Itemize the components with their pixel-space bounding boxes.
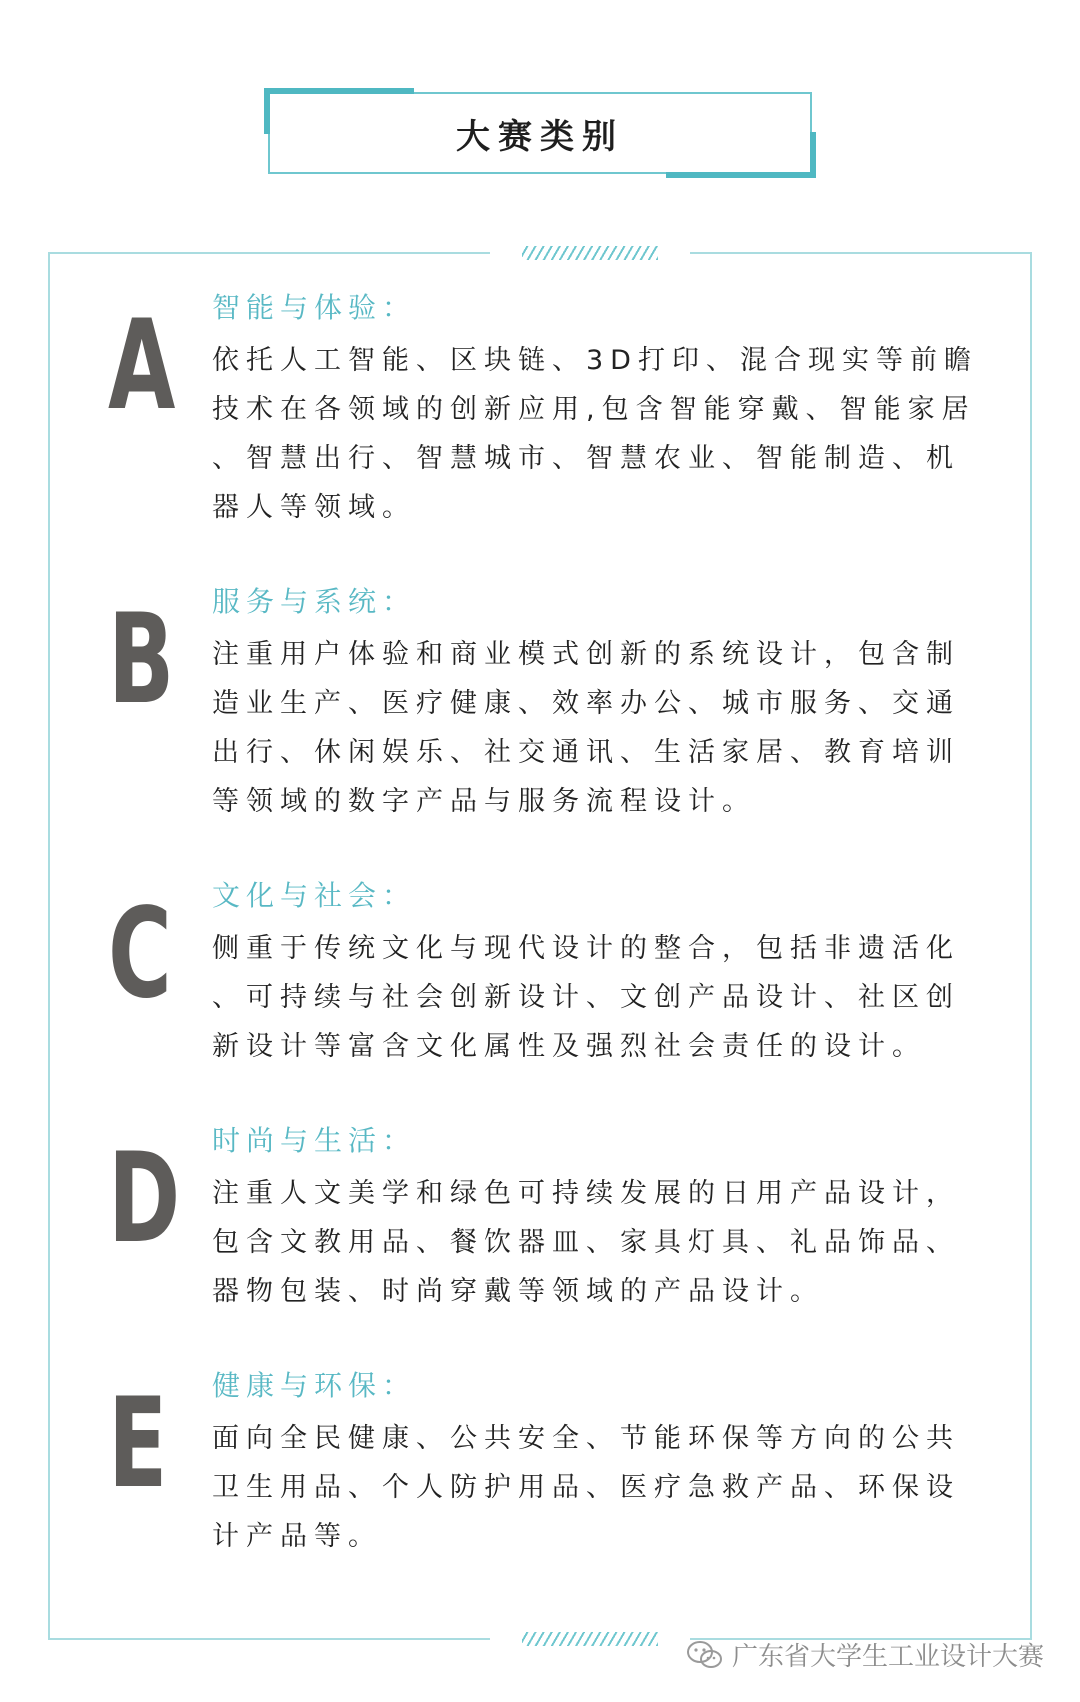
- description-line: 计产品等。: [212, 1521, 382, 1552]
- category-title: 智能与体验：: [212, 291, 417, 324]
- description-line: 注重人文美学和绿色可持续发展的日用产品设计，: [212, 1178, 960, 1209]
- description-line: 卫生用品、个人防护用品、医疗急救产品、环保设: [212, 1472, 960, 1503]
- hatch-ornament-top: [522, 246, 658, 260]
- corner-accent: [810, 132, 816, 178]
- description-line: 侧重于传统文化与现代设计的整合，包括非遗活化: [212, 933, 960, 964]
- category-letter: D: [108, 1127, 181, 1271]
- description-line: 器物包装、时尚穿戴等领域的产品设计。: [212, 1276, 824, 1307]
- category-description: [212, 1414, 992, 1561]
- description-line: 造业生产、医疗健康、效率办公、城市服务、交通: [212, 688, 960, 719]
- category-letter: C: [108, 882, 172, 1026]
- description-line: 面向全民健康、公共安全、节能环保等方向的公共: [212, 1423, 960, 1454]
- description-line: 、可持续与社会创新设计、文创产品设计、社区创: [212, 982, 960, 1013]
- description-line: 依托人工智能、区块链、3D打印、混合现实等前瞻: [212, 345, 978, 376]
- description-line: 技术在各领域的创新应用,包含智能穿戴、智能家居: [212, 394, 976, 425]
- wechat-icon: [686, 1640, 724, 1670]
- category-title: 健康与环保：: [212, 1369, 417, 1402]
- category-description: [212, 924, 992, 1071]
- hatch-ornament-bottom: [522, 1632, 658, 1646]
- category-letter: B: [108, 588, 175, 732]
- corner-accent: [666, 172, 816, 178]
- category-title: 服务与系统：: [212, 585, 417, 618]
- category-description: [212, 630, 992, 826]
- category-letter: E: [108, 1372, 168, 1516]
- watermark-text: 广东省大学生工业设计大赛: [731, 1642, 1044, 1672]
- category-description: [212, 1169, 992, 1316]
- description-line: 包含文教用品、餐饮器皿、家具灯具、礼品饰品、: [212, 1227, 960, 1258]
- description-line: 、智慧出行、智慧城市、智慧农业、智能制造、机: [212, 443, 960, 474]
- title-box: [268, 92, 812, 174]
- description-line: 注重用户体验和商业模式创新的系统设计，包含制: [212, 639, 960, 670]
- description-line: 新设计等富含文化属性及强烈社会责任的设计。: [212, 1031, 926, 1062]
- category-title: 文化与社会：: [212, 879, 417, 912]
- description-line: 出行、休闲娱乐、社交通讯、生活家居、教育培训: [212, 737, 960, 768]
- category-title: 时尚与生活：: [212, 1124, 417, 1157]
- category-letter: A: [108, 294, 176, 438]
- description-line: 等领域的数字产品与服务流程设计。: [212, 786, 756, 817]
- description-line: 器人等领域。: [212, 492, 416, 523]
- page-title: 大赛类别: [456, 116, 624, 157]
- category-description: [212, 336, 992, 532]
- source-watermark: [686, 1636, 1044, 1673]
